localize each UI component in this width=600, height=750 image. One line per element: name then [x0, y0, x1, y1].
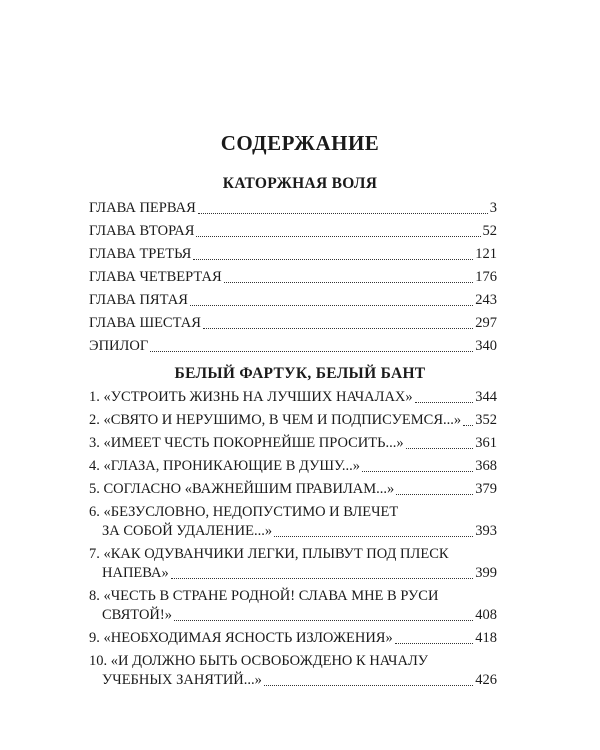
leader-dots — [274, 536, 473, 537]
page-number: 121 — [475, 246, 497, 262]
leader-dots — [395, 643, 474, 644]
page-number: 426 — [475, 672, 497, 688]
page-number: 379 — [475, 481, 497, 497]
page-number: 297 — [475, 315, 497, 331]
page-number: 3 — [489, 200, 497, 216]
toc-entry: 6. «БЕЗУСЛОВНО, НЕДОПУСТИМО И ВЛЕЧЕТ ЗА СОБОЙ УДАЛЕНИЕ...» 393 — [89, 504, 497, 539]
leader-dots — [171, 578, 473, 579]
leader-dots — [463, 425, 473, 426]
leader-dots — [406, 448, 474, 449]
leader-dots — [396, 494, 473, 495]
page-number: 418 — [475, 630, 497, 646]
leader-dots — [193, 259, 473, 260]
toc-entry: ГЛАВА ПЯТАЯ 243 — [89, 292, 497, 308]
toc-part-1 — [89, 199, 497, 360]
page-number: 243 — [475, 292, 497, 308]
toc-entry: 2. «СВЯТО И НЕРУШИМО, В ЧЕМ И ПОДПИСУЕМСЯ...» 352 — [89, 412, 497, 428]
page-number: 52 — [482, 223, 497, 239]
toc-entry: ГЛАВА ВТОРАЯ 52 — [89, 223, 497, 239]
part-title-1: КАТОРЖНАЯ ВОЛЯ — [222, 175, 378, 192]
toc-entry: 1. «УСТРОИТЬ ЖИЗНЬ НА ЛУЧШИХ НАЧАЛАХ» 344 — [89, 389, 497, 405]
toc-entry: ГЛАВА ШЕСТАЯ 297 — [89, 315, 497, 331]
part-title-2: БЕЛЫЙ ФАРТУК, БЕЛЫЙ БАНТ — [174, 365, 426, 382]
leader-dots — [203, 328, 473, 329]
page-number: 408 — [475, 607, 497, 623]
page-title: СОДЕРЖАНИЕ — [220, 131, 380, 155]
page-number: 340 — [475, 338, 497, 354]
leader-dots — [150, 351, 473, 352]
toc-part-2 — [89, 388, 497, 694]
page-number: 344 — [475, 389, 497, 405]
toc-entry: ЭПИЛОГ 340 — [89, 338, 497, 354]
leader-dots — [174, 620, 473, 621]
page-number: 352 — [475, 412, 497, 428]
leader-dots — [224, 282, 474, 283]
leader-dots — [190, 305, 473, 306]
page-number: 399 — [475, 565, 497, 581]
toc-entry: 5. СОГЛАСНО «ВАЖНЕЙШИМ ПРАВИЛАМ...» 379 — [89, 481, 497, 497]
leader-dots — [415, 402, 474, 403]
toc-entry: ГЛАВА ТРЕТЬЯ 121 — [89, 246, 497, 262]
toc-entry: 3. «ИМЕЕТ ЧЕСТЬ ПОКОРНЕЙШЕ ПРОСИТЬ...» 361 — [89, 435, 497, 451]
toc-entry: 8. «ЧЕСТЬ В СТРАНЕ РОДНОЙ! СЛАВА МНЕ В РУСИ СВЯТОЙ!» 408 — [89, 588, 497, 623]
toc-entry: ГЛАВА ЧЕТВЕРТАЯ 176 — [89, 269, 497, 285]
leader-dots — [264, 685, 473, 686]
toc-entry: 10. «И ДОЛЖНО БЫТЬ ОСВОБОЖДЕНО К НАЧАЛУ УЧЕБНЫХ ЗАНЯТИЙ...» 426 — [89, 653, 497, 688]
page-number: 176 — [475, 269, 497, 285]
toc-entry: 4. «ГЛАЗА, ПРОНИКАЮЩИЕ В ДУШУ...» 368 — [89, 458, 497, 474]
toc-entry: ГЛАВА ПЕРВАЯ 3 — [89, 200, 497, 216]
leader-dots — [196, 236, 480, 237]
leader-dots — [362, 471, 473, 472]
toc-entry: 7. «КАК ОДУВАНЧИКИ ЛЕГКИ, ПЛЫВУТ ПОД ПЛЕСК НАПЕВА» 399 — [89, 546, 497, 581]
page-number: 393 — [475, 523, 497, 539]
page-number: 368 — [475, 458, 497, 474]
toc-entry: 9. «НЕОБХОДИМАЯ ЯСНОСТЬ ИЗЛОЖЕНИЯ» 418 — [89, 630, 497, 646]
leader-dots — [198, 213, 488, 214]
page-number: 361 — [475, 435, 497, 451]
